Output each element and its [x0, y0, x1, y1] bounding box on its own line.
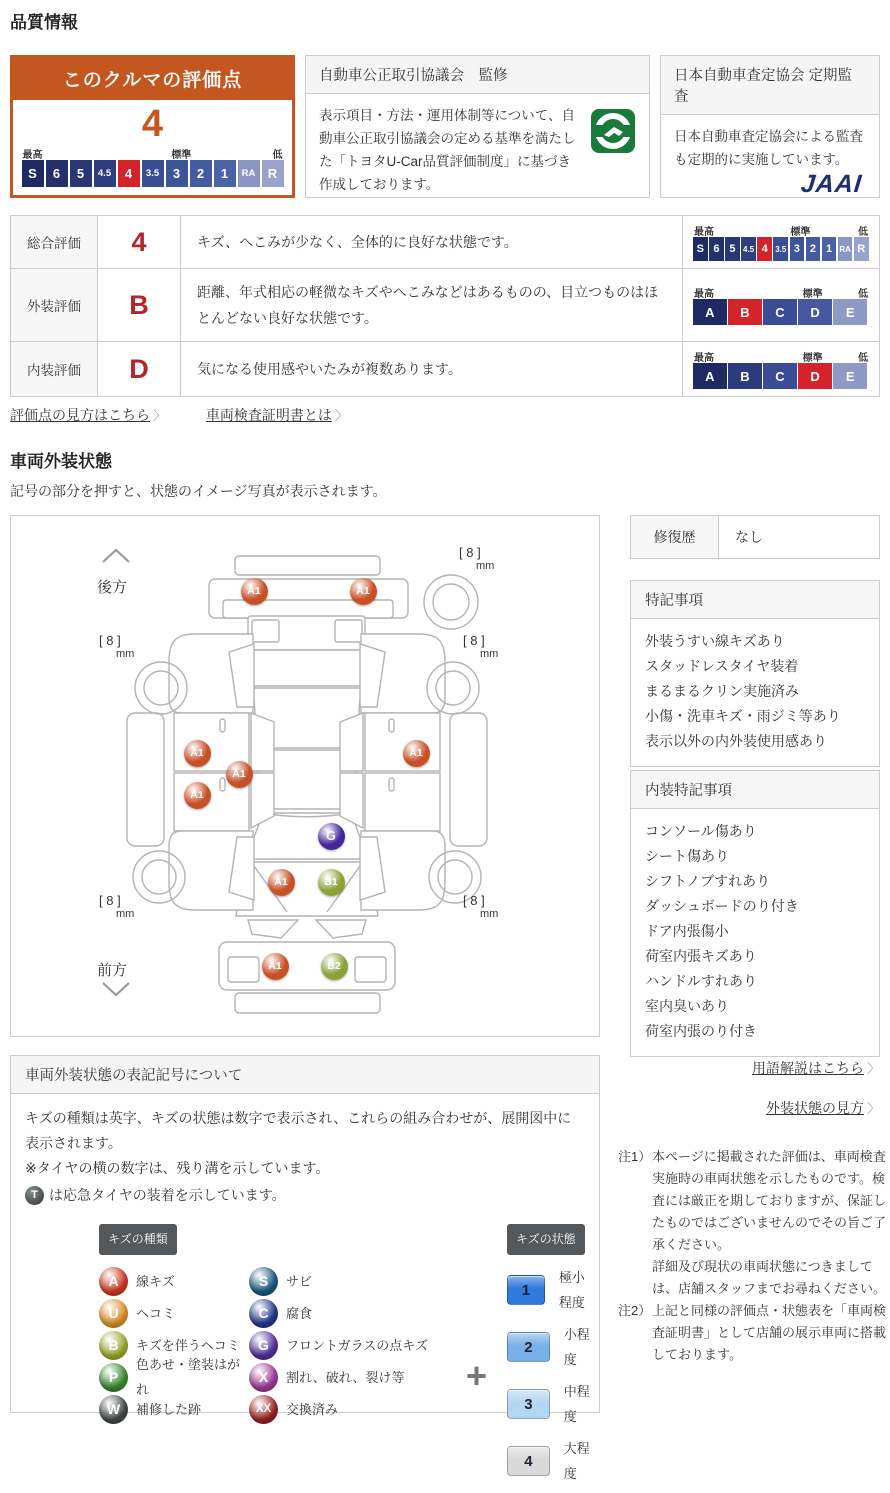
scale-cell-5: 5: [725, 237, 740, 261]
supervise-box-body: 表示項目・方法・運用体制等について、自動車公正取引協議会の定める基準を満たした「トヨタU-Car品質評価制度」に基づき作成しております。: [319, 108, 576, 192]
damage-state-legend: [507, 1224, 592, 1493]
note-item: シフトノブすれあり: [645, 873, 771, 889]
note-item: ドア内張傷小: [645, 923, 729, 939]
kind-sphere-icon: P: [99, 1363, 128, 1392]
scale-cell-C: C: [763, 363, 797, 389]
kind-sphere-icon: X: [249, 1363, 278, 1392]
legend-body-line2: ※タイヤの横の数字は、残り溝を示しています。: [25, 1160, 330, 1176]
scale-cell-B: B: [728, 299, 762, 325]
kind-label: 線キズ: [136, 1273, 175, 1289]
kind-item-g: [249, 1329, 464, 1361]
chevron-right-icon: 〉: [866, 1101, 880, 1116]
state-button: 2: [507, 1332, 550, 1362]
scale-label-standard: 標準: [802, 353, 823, 364]
kind-badge: キズの種類: [99, 1224, 177, 1255]
kind-item-w: [99, 1393, 249, 1425]
scale-label-standard: 標準: [802, 289, 823, 300]
kind-label: 補修した跡: [136, 1401, 202, 1417]
scale-cell-4.5: 4.5: [94, 160, 116, 187]
scale-cell-RA: RA: [238, 160, 260, 187]
supervise-box-header: 自動車公正取引協議会 監修: [306, 56, 649, 94]
kind-sphere-icon: S: [249, 1267, 278, 1296]
spare-tire-note: は応急タイヤの装着を示しています。: [49, 1187, 286, 1203]
scale-cell-1: 1: [822, 237, 837, 261]
links-row: [10, 405, 384, 425]
scale-cell-D: D: [798, 299, 832, 325]
front-direction-label: 前方: [97, 962, 128, 979]
scale-label-best: 最高: [694, 289, 714, 300]
tire-tread-label: [ 8 ] mm: [463, 893, 499, 920]
damage-marker-g[interactable]: G: [318, 823, 345, 850]
scale-cell-RA: RA: [838, 237, 853, 261]
tire-tread-label: [ 8 ] mm: [99, 893, 135, 920]
row-description: 距離、年式相応の軽微なキズやへこみなどはあるものの、目立つものはほとんどない良好な状態です。: [197, 284, 659, 326]
kind-item-c: [249, 1297, 464, 1329]
scale-cell-R: R: [854, 237, 869, 261]
exterior-guide-link[interactable]: 外装状態の見方: [765, 1100, 864, 1116]
scale-cell-5: 5: [70, 160, 92, 187]
note-item: 外装うすい線キズあり: [645, 633, 785, 649]
scale-cell-A: A: [693, 363, 727, 389]
certificate-link[interactable]: 車両検査証明書とは: [205, 407, 332, 423]
damage-kind-legend: [99, 1224, 464, 1493]
damage-marker-a1[interactable]: A1: [262, 953, 289, 980]
special-notes-box: [630, 580, 880, 767]
scale-cell-D: D: [798, 363, 832, 389]
state-label: 小程度: [563, 1327, 590, 1367]
scale-label-standard: 標準: [171, 150, 192, 161]
kind-label: 色あせ・塗装はがれ: [136, 1357, 241, 1397]
legend-body-line1: キズの種類は英字、キズの状態は数字で表示され、これらの組み合わせが、展開図中に表示されます。: [25, 1110, 572, 1151]
kind-label: キズを伴うヘコミ: [136, 1337, 240, 1353]
kind-item-p: [99, 1357, 249, 1397]
rating-guide-link[interactable]: 評価点の見方はこちら: [10, 407, 150, 423]
tire-tread-label: [ 8 ] mm: [463, 633, 499, 660]
interior-notes-box: [630, 770, 880, 1057]
scale-label-standard: 標準: [790, 227, 811, 238]
scale-cell-3.5: 3.5: [773, 237, 788, 261]
scale-cell-R: R: [262, 160, 284, 187]
jaai-logo: JAAI: [799, 170, 864, 198]
kind-sphere-icon: W: [99, 1395, 128, 1424]
scale-cell-E: E: [833, 363, 867, 389]
kind-item-a: [99, 1265, 249, 1297]
note-item: シート傷あり: [645, 848, 729, 864]
rear-direction-label: 後方: [97, 579, 128, 596]
state-item-3: [507, 1379, 592, 1429]
repair-history-value: なし: [735, 529, 763, 545]
scale-cell-C: C: [763, 299, 797, 325]
kind-label: ヘコミ: [136, 1305, 176, 1321]
interior-scale: [693, 349, 869, 389]
note-item: 荷室内張のり付き: [645, 1023, 757, 1039]
kind-item-xx: [249, 1393, 464, 1425]
scale-label-best: 最高: [22, 150, 43, 161]
footnote-prefix: 注1）: [618, 1149, 652, 1164]
special-notes-header: 特記事項: [631, 581, 879, 619]
score-box-header: このクルマの評価点: [13, 58, 292, 100]
state-badge: キズの状態: [507, 1224, 585, 1255]
note-item: 小傷・洗車キズ・雨ジミ等あり: [645, 708, 841, 724]
car-diagram: [11, 516, 599, 1036]
table-row-exterior: [11, 269, 879, 342]
footnotes: [618, 1146, 888, 1366]
footnote: [618, 1300, 888, 1366]
scale-label-best: 最高: [694, 353, 714, 364]
scale-label-low: 低: [272, 150, 283, 161]
row-grade: D: [98, 342, 181, 396]
special-notes-list: [631, 619, 879, 766]
row-grade: 4: [98, 216, 181, 268]
kind-label: 交換済み: [286, 1401, 339, 1417]
chevron-right-icon: 〉: [334, 408, 348, 423]
scale-cell-2: 2: [190, 160, 212, 187]
row-label: 外装評価: [11, 269, 98, 341]
fair-trade-council-logo-icon: [590, 108, 636, 161]
score-scale: [22, 146, 284, 187]
scale-cell-A: A: [693, 299, 727, 325]
scale-cell-3: 3: [166, 160, 188, 187]
state-label: 中程度: [563, 1384, 590, 1424]
interior-notes-header: 内装特記事項: [631, 771, 879, 809]
jaai-box: [660, 55, 880, 198]
exterior-section-title: 車両外装状態: [10, 452, 112, 471]
damage-marker-b2[interactable]: B2: [321, 953, 348, 980]
scale-cell-4.5: 4.5: [741, 237, 756, 261]
supervise-box: [305, 55, 650, 198]
car-diagram-box: [10, 515, 600, 1037]
row-grade: B: [98, 269, 181, 341]
glossary-link[interactable]: 用語解説はこちら: [751, 1060, 864, 1076]
footnote-text: 上記と同様の評価点・状態表を「車両検査証明書」として店舗の展示車両に搭載しております。: [652, 1303, 887, 1362]
tire-tread-label: [ 8 ] mm: [99, 633, 135, 660]
repair-history-table: [630, 515, 880, 559]
scale-cell-4: 4: [118, 160, 140, 187]
damage-marker-a1[interactable]: A1: [403, 740, 430, 767]
state-item-4: [507, 1436, 592, 1486]
row-label: 総合評価: [11, 216, 98, 268]
note-item: 荷室内張キズあり: [645, 948, 757, 964]
page-title: 品質情報: [10, 13, 78, 32]
scale-cell-4: 4: [757, 237, 772, 261]
score-value: 4: [141, 103, 164, 145]
state-item-1: [507, 1265, 592, 1315]
state-button: 4: [507, 1446, 550, 1476]
jaai-box-body: 日本自動車査定協会による監査も定期的に実施しています。: [674, 129, 863, 167]
scale-label-low: 低: [858, 227, 868, 238]
table-row-interior: [11, 342, 879, 396]
scale-label-low: 低: [858, 353, 868, 364]
scale-cell-3.5: 3.5: [142, 160, 164, 187]
evaluation-table: [10, 215, 880, 397]
plus-icon: +: [466, 1355, 488, 1396]
scale-cell-6: 6: [46, 160, 68, 187]
scale-cell-E: E: [833, 299, 867, 325]
footnote-text: 本ページに掲載された評価は、車両検査実施時の車両状態を示したものです。検査には厳正を期しておりますが、保証したものではございませんのでその旨ご了承ください。 詳細及び現状の車両状態につきましては、店舗スタッフまでお尋ねください。: [652, 1149, 887, 1296]
note-item: スタッドレスタイヤ装着: [645, 658, 799, 674]
kind-label: サビ: [286, 1273, 313, 1289]
damage-marker-a1[interactable]: A1: [350, 578, 377, 605]
jaai-box-header: 日本自動車査定協会 定期監査: [661, 56, 879, 115]
exterior-scale: [693, 285, 869, 325]
kind-item-u: [99, 1297, 249, 1329]
legend-box-header: 車両外装状態の表記記号について: [11, 1056, 599, 1094]
note-item: 室内臭いあり: [645, 998, 729, 1014]
kind-sphere-icon: B: [99, 1331, 128, 1360]
chevron-right-icon: 〉: [866, 1061, 880, 1076]
row-description: キズ、へこみが少なく、全体的に良好な状態です。: [197, 234, 518, 250]
scale-cell-1: 1: [214, 160, 236, 187]
note-item: 表示以外の内外装使用感あり: [645, 733, 827, 749]
kind-sphere-icon: A: [99, 1267, 128, 1296]
note-item: コンソール傷あり: [645, 823, 757, 839]
tire-tread-label: [ 8 ] mm: [459, 545, 495, 572]
interior-notes-list: [631, 809, 879, 1056]
exterior-section-subtitle: 記号の部分を押すと、状態のイメージ写真が表示されます。: [10, 483, 387, 499]
kind-item-s: [249, 1265, 464, 1297]
score-box: [10, 55, 295, 198]
kind-label: 腐食: [286, 1305, 313, 1321]
chevron-right-icon: 〉: [153, 408, 167, 423]
damage-marker-a1[interactable]: A1: [268, 869, 295, 896]
footnote: [618, 1146, 888, 1300]
damage-marker-a1[interactable]: A1: [241, 578, 268, 605]
kind-item-x: [249, 1361, 464, 1393]
note-item: まるまるクリン実施済み: [645, 683, 799, 699]
scale-label-best: 最高: [694, 227, 714, 238]
damage-marker-a1[interactable]: A1: [226, 761, 253, 788]
state-item-2: [507, 1322, 592, 1372]
kind-sphere-icon: XX: [249, 1395, 278, 1424]
state-button: 3: [507, 1389, 550, 1419]
row-label: 内装評価: [11, 342, 98, 396]
kind-label: 割れ、破れ、裂け等: [286, 1369, 405, 1385]
note-item: ダッシュボードのり付き: [645, 898, 799, 914]
damage-marker-b1[interactable]: B1: [318, 869, 345, 896]
damage-marker-a1[interactable]: A1: [184, 782, 211, 809]
kind-sphere-icon: C: [249, 1299, 278, 1328]
scale-cell-3: 3: [790, 237, 805, 261]
repair-history-label: 修復歴: [631, 516, 719, 558]
state-label: 大程度: [563, 1441, 590, 1481]
scale-cell-S: S: [693, 237, 708, 261]
overall-scale: [693, 223, 869, 261]
kind-sphere-icon: G: [249, 1331, 278, 1360]
state-button: 1: [507, 1275, 545, 1305]
footnote-prefix: 注2）: [618, 1303, 652, 1318]
state-label: 極小程度: [558, 1270, 585, 1310]
note-item: ハンドルすれあり: [645, 973, 757, 989]
scale-cell-2: 2: [806, 237, 821, 261]
scale-cell-S: S: [22, 160, 44, 187]
table-row-overall: [11, 216, 879, 269]
kind-label: フロントガラスの点キズ: [286, 1337, 428, 1353]
scale-cell-6: 6: [709, 237, 724, 261]
scale-cell-B: B: [728, 363, 762, 389]
damage-marker-a1[interactable]: A1: [184, 740, 211, 767]
scale-label-low: 低: [858, 289, 868, 300]
spare-tire-icon: T: [25, 1186, 44, 1205]
row-description: 気になる使用感やいたみが複数あります。: [197, 361, 462, 377]
legend-box: [10, 1055, 600, 1481]
kind-sphere-icon: U: [99, 1299, 128, 1328]
